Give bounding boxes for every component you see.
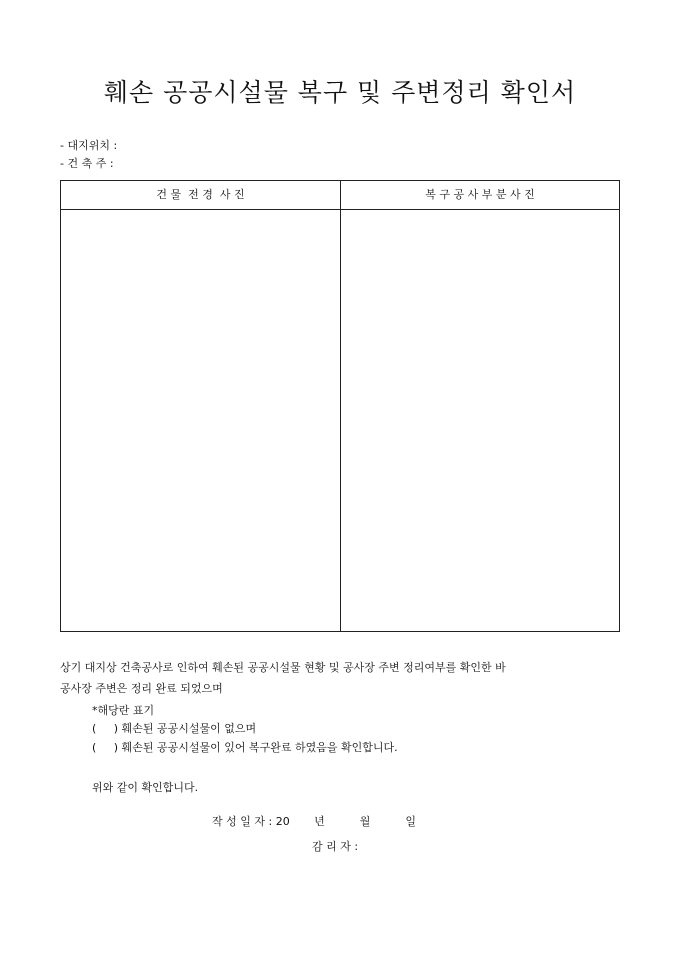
photo-table [60, 180, 620, 632]
site-location-field [60, 139, 117, 153]
builder-label: - 건 축 주 : [60, 157, 114, 170]
building-photo-area [61, 210, 340, 631]
supervisor-line: 감 리 자 : [312, 840, 359, 853]
building-photo-header: 건 물 전 경 사 진 [156, 188, 245, 201]
document-title: 훼손 공공시설물 복구 및 주변정리 확인서 [103, 78, 577, 107]
restoration-photo-header: 복 구 공 사 부 분 사 진 [425, 188, 535, 201]
date-line: 작 성 일 자 : 20 년 월 일 [212, 815, 416, 828]
site-location-label: - 대지위치 : [60, 139, 118, 152]
builder-field [60, 157, 114, 171]
restoration-photo-area [341, 210, 619, 631]
option-damage-restored: ( ) 훼손된 공공시설물이 있어 복구완료 하였음을 확인합니다. [92, 741, 398, 754]
statement-line-2: 공사장 주변은 정리 완료 되었으며 [60, 682, 223, 695]
confirm-statement: 위와 같이 확인합니다. [92, 781, 199, 794]
option-no-damage: ( ) 훼손된 공공시설물이 없으며 [92, 722, 257, 735]
mark-instruction: *해당란 표기 [92, 704, 155, 717]
statement-line-1: 상기 대지상 건축공사로 인하여 훼손된 공공시설물 현황 및 공사장 주변 정리여부를 확인한 바 [60, 661, 506, 674]
